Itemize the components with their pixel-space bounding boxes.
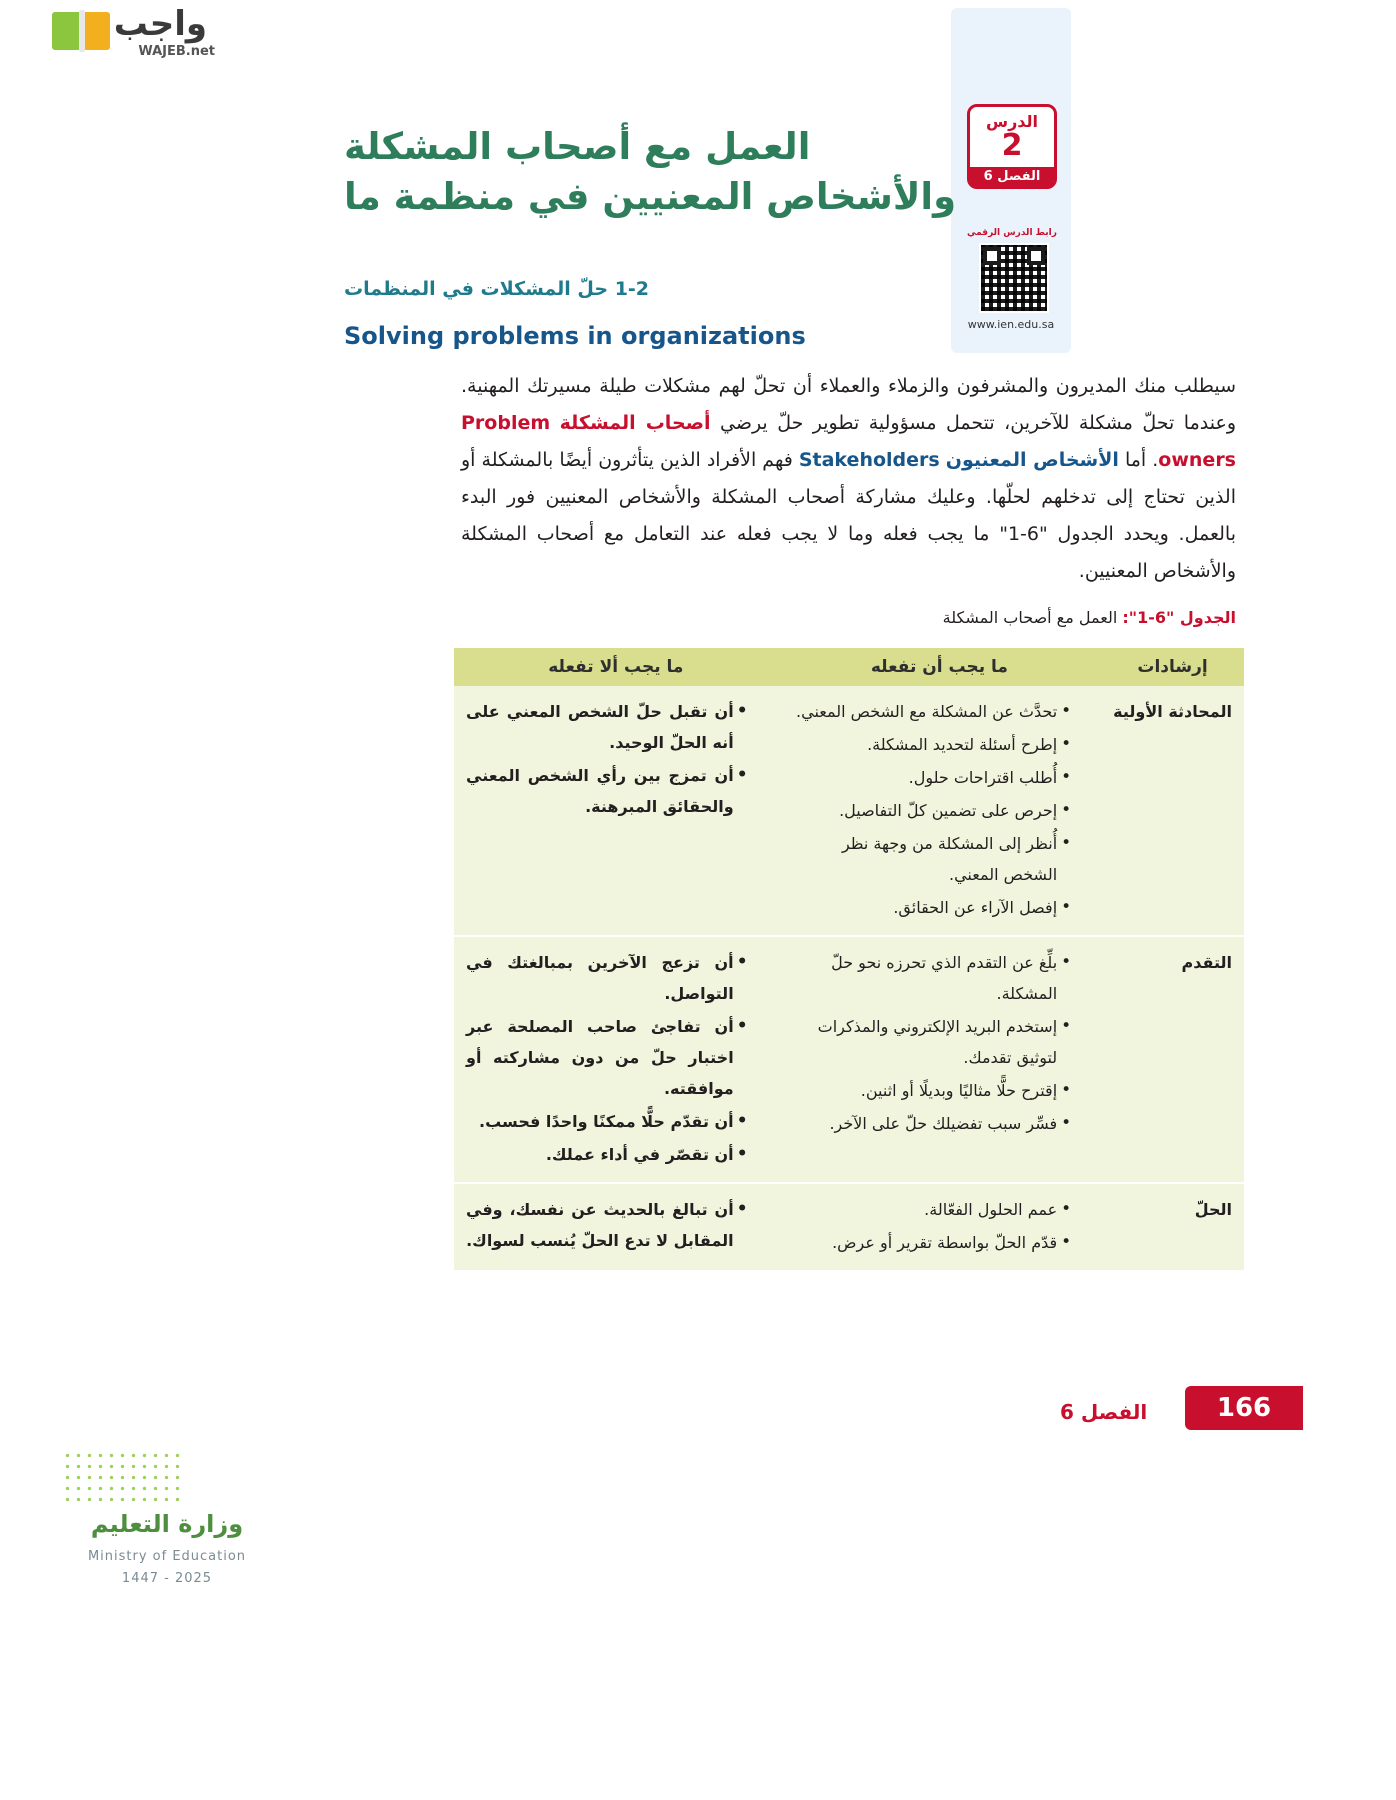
ministry-name-english: Ministry of Education <box>87 1549 247 1564</box>
book-icon <box>52 8 114 54</box>
table-header-guidelines: إرشادات <box>1101 648 1244 686</box>
list-item: • إحرص على تضمين كلّ التفاصيل. <box>790 795 1071 826</box>
qr-code-icon[interactable] <box>979 243 1049 313</box>
table-caption-label: الجدول "6-1": <box>1122 608 1236 627</box>
list-item: • إفصل الآراء عن الحقائق. <box>790 892 1071 923</box>
table-caption-text: العمل مع أصحاب المشكلة <box>942 608 1123 627</box>
list-item: • أن تبالغ بالحديث عن نفسك، وفي المقابل لا تدع الحلّ يُنسب لسواك. <box>466 1194 748 1256</box>
list-item: • إستخدم البريد الإلكتروني والمذكرات لتوثيق تقدمك. <box>790 1011 1071 1073</box>
ministry-name-arabic: وزارة التعليم <box>90 1510 244 1538</box>
paragraph-part-1: سيطلب منك المديرون والمشرفون والزملاء والعملاء أن تحلّ لهم مشكلات طيلة مسيرتك المهنية. وعندما تحلّ مشكلة للآخرين، تتحمل مسؤولية تطوير حلّ يرضي <box>461 375 1236 434</box>
lesson-label: الدرس <box>985 112 1039 131</box>
footer-chapter: الفصل 6 <box>1060 1400 1148 1424</box>
lesson-chapter: الفصل 6 <box>970 167 1054 186</box>
row-guideline: التقدم <box>1101 936 1244 1183</box>
row-do-list <box>778 1183 1101 1271</box>
term-stakeholders-en: Stakeholders <box>798 449 940 471</box>
watermark-top-text: واجب <box>113 3 207 44</box>
watermark-top-subtext: WAJEB.net <box>138 43 215 59</box>
qr-url[interactable]: www.ien.edu.sa <box>967 318 1055 331</box>
term-problem-owners-ar: أصحاب المشكلة <box>559 412 711 434</box>
page-title: العمل مع أصحاب المشكلة والأشخاص المعنيين في منظمة ما <box>344 125 957 218</box>
list-item: • أن تقدّم حلًّا ممكنًا واحدًا فحسب. <box>466 1106 748 1137</box>
ministry-year: 2025 - 1447 <box>121 1571 213 1586</box>
table-header-row <box>454 648 1244 686</box>
list-item: • بلِّغ عن التقدم الذي تحرزه نحو حلّ المشكلة. <box>790 947 1071 1009</box>
lesson-number: 2 <box>1001 128 1023 163</box>
list-item: • أن تفاجئ صاحب المصلحة عبر اختبار حلّ من دون مشاركته أو موافقته. <box>466 1011 748 1104</box>
table-caption <box>461 608 1236 627</box>
ministry-dots-icon <box>62 1450 182 1502</box>
list-item: • أن تمزج بين رأي الشخص المعني والحقائق المبرهنة. <box>466 760 748 822</box>
list-item: • أُنظر إلى المشكلة من وجهة نظر الشخص المعني. <box>790 828 1071 890</box>
row-guideline: الحلّ <box>1101 1183 1244 1271</box>
table-row <box>454 686 1244 936</box>
list-item: • أُطلب اقتراحات حلول. <box>790 762 1071 793</box>
table-row <box>454 1183 1244 1271</box>
watermark-logo-top <box>0 0 215 62</box>
body-paragraph <box>461 368 1236 590</box>
table-row <box>454 936 1244 1183</box>
table-header-dont: ما يجب ألا تفعله <box>454 648 778 686</box>
term-problem-owners-en: Problem owners <box>461 412 1236 471</box>
section-heading-english: Solving problems in organizations <box>344 322 806 350</box>
list-item: • إطرح أسئلة لتحديد المشكلة. <box>790 729 1071 760</box>
row-dont-list <box>454 936 778 1183</box>
list-item: • فسِّر سبب تفضيلك حلّ على الآخر. <box>790 1108 1071 1139</box>
list-item: • أن تقصّر في أداء عملك. <box>466 1139 748 1170</box>
list-item: • قدّم الحلّ بواسطة تقرير أو عرض. <box>790 1227 1071 1258</box>
list-item: • عمم الحلول الفعّالة. <box>790 1194 1071 1225</box>
row-guideline: المحادثة الأولية <box>1101 686 1244 936</box>
table-header-do: ما يجب أن تفعله <box>778 648 1101 686</box>
guidelines-table <box>454 648 1244 1271</box>
row-do-list <box>778 936 1101 1183</box>
list-item: • أن تقبل حلّ الشخص المعني على أنه الحلّ الوحيد. <box>466 696 748 758</box>
row-do-list <box>778 686 1101 936</box>
section-heading-arabic: 1-2 حلّ المشكلات في المنظمات <box>344 278 650 300</box>
list-item: • أن تزعج الآخرين بمبالغتك في التواصل. <box>466 947 748 1009</box>
list-item: • تحدَّث عن المشكلة مع الشخص المعني. <box>790 696 1071 727</box>
paragraph-part-2: . أما <box>1118 449 1159 471</box>
list-item: • إقترح حلًّا مثاليًا وبديلًا أو اثنين. <box>790 1075 1071 1106</box>
paragraph-part-3: فهم الأفراد الذين يتأثرون أيضًا بالمشكلة أو الذين تحتاج إلى تدخلهم لحلّها. وعليك مشاركة أصحاب المشكلة والأشخاص المعنيين فور البدء بالعمل. ويحدد الجدول "6-1" ما يجب فعله وما لا يجب فعله عند التعامل مع أصحاب المشكلة والأشخاص المعنيين. <box>461 449 1236 582</box>
lesson-badge <box>967 104 1057 189</box>
row-dont-list <box>454 686 778 936</box>
term-stakeholders-ar: الأشخاص المعنيون <box>945 449 1119 471</box>
row-dont-list <box>454 1183 778 1271</box>
page-number: 166 <box>1185 1386 1303 1430</box>
ministry-logo <box>62 1450 262 1586</box>
qr-caption: رابط الدرس الرقمي <box>967 228 1057 238</box>
